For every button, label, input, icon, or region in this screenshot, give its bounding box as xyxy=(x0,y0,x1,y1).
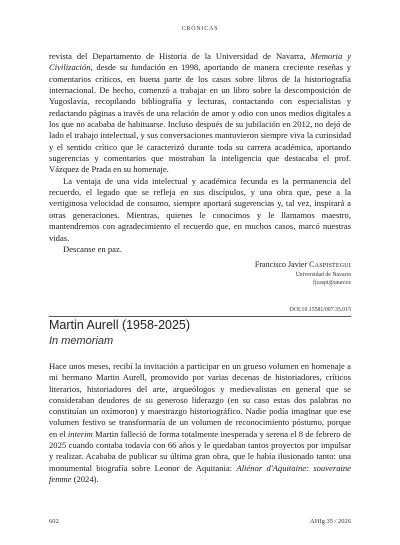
book-title: Aliénor d'Aquitaine: souveraine femme xyxy=(49,462,351,484)
closing-line: Descanse en paz. xyxy=(63,243,122,254)
obituary-subtitle: In memoriam xyxy=(49,335,114,347)
paragraph xyxy=(49,361,351,485)
text-run: Hace unos meses, recibí la invitación a participar en un grueso volumen en homenaje a mi hermano Martin Aurell, promovido por varias decenas de historiadores, críticos literarios, historiadores del arte, arqueólogos y medievalistas en general que se consideraban deudores de su generoso liderazgo (en su caso estas dos palabras no constituían un oxímoron) y maestrazgo historiográfico. Nadie podía imaginar que ese volumen festivo se transformaría de un volumen de reconocimiento póstumo, porque en el xyxy=(49,361,351,439)
section-divider xyxy=(49,316,351,317)
author-email: fjcaspi@unav.es xyxy=(313,280,351,286)
paragraph: La ventaja de una vida intelectual y académica fecunda es la permanencia del recuerdo, el legado que se refleja en sus discípulos, y una obra que, pese a la vertiginosa velocidad de consumo, siempre aportará sugerencias y, tal vez, inspirará a otras generaciones. Mientras, quienes le conocimos y le llamamos maestro, mantendremos con agradecimiento el recuerdo que, en muchos casos, marcó nuestras vidas. xyxy=(49,175,351,243)
journal-title: Memoria y Civilización xyxy=(49,51,352,73)
text-run: Martin falleció de forma totalmente inesperada y serena el 8 de febrero de 2025 cuando contaba todavía con 66 años y le quedaban tantos proyectos por impulsar y realizar. Acababa de publicar su última gran obra, que le había ilusionado tanto: una monumental biografía sobre Leonor de Aquitania: xyxy=(49,428,351,473)
obituary-text xyxy=(49,361,351,485)
author-signature xyxy=(255,260,351,269)
doi-label: DOI:10.15581/007.35.015 xyxy=(289,307,351,313)
author-first-name: Francisco Javier xyxy=(254,260,310,269)
journal-footer: AHIg 35 / 2026 xyxy=(310,518,351,525)
running-header: CRÓNICAS xyxy=(181,26,219,32)
author-affiliation: Universidad de Navarra xyxy=(295,272,351,278)
page-number: 602 xyxy=(49,518,59,525)
text-run: , desde su fundación en 1998, aportando de manera creciente reseñas y comentarios críticos, en buena parte de los casos sobre libros de la historiografía internacional. De hecho, comenzó a trabajar en un libro sobre la descomposición de Yugoslavia, recopilando bibliografía y lecturas, contactando con especialistas y redactando páginas a través de una relación de amor y odio con unos medios digitales a los que no acababa de habituarse. Incluso después de su jubilación en 2012, no dejó de lado el trabajo intelectual, y sus conversaciones mantuvieron siempre viva la curiosidad y el sentido crítico que le caracterizó durante toda su carrera académica, aportando sugerencias y comentarios que mostraban la inteligencia que destacaba el prof. Vázquez de Prada en su homenaje. xyxy=(49,62,351,175)
previous-article-text xyxy=(49,51,351,255)
text-run: revista del Departamento de Historia de la Universidad de Navarra, xyxy=(49,51,311,61)
paragraph xyxy=(49,51,351,176)
text-run: (2024). xyxy=(71,473,99,484)
latin-term: interim xyxy=(67,428,93,439)
obituary-title: Martin Aurell (1958-2025) xyxy=(49,318,191,332)
author-last-name: Caspistegui xyxy=(309,260,351,269)
